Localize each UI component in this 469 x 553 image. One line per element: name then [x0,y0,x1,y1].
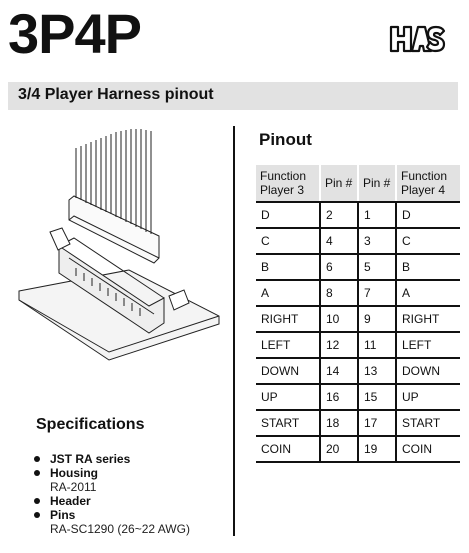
table-cell: 18 [320,410,358,436]
table-cell: 9 [358,306,396,332]
table-cell: LEFT [396,332,460,358]
table-row [256,358,460,384]
has-logo [388,22,446,56]
table-cell: RIGHT [396,306,460,332]
bullet-icon [34,470,40,476]
table-row [256,228,460,254]
table-row [256,280,460,306]
specifications-heading: Specifications [36,416,145,433]
bullet-icon [34,512,40,518]
table-cell: D [256,202,320,228]
column-header: Function Player 3 [256,165,320,202]
table-cell: 3 [358,228,396,254]
column-header: Pin # [358,165,396,202]
pinout-heading: Pinout [259,130,312,149]
table-cell: RIGHT [256,306,320,332]
table-cell: 4 [320,228,358,254]
table-cell: 11 [358,332,396,358]
spec-item: Housing [34,466,190,480]
table-cell: COIN [256,436,320,462]
table-cell: START [256,410,320,436]
table-cell: LEFT [256,332,320,358]
spec-item: JST RA series [34,452,190,466]
table-cell: 19 [358,436,396,462]
bullet-icon [34,456,40,462]
table-cell: COIN [396,436,460,462]
table-cell: C [396,228,460,254]
table-cell: DOWN [256,358,320,384]
table-row [256,202,460,228]
table-cell: 12 [320,332,358,358]
table-cell: A [256,280,320,306]
table-row [256,332,460,358]
table-row [256,410,460,436]
spec-sub: RA-SC1290 (26~22 AWG) [50,522,190,536]
column-header: Pin # [320,165,358,202]
table-cell: 20 [320,436,358,462]
column-header: Function Player 4 [396,165,460,202]
table-cell: 8 [320,280,358,306]
table-cell: DOWN [396,358,460,384]
table-cell: 6 [320,254,358,280]
table-cell: 13 [358,358,396,384]
table-cell: 16 [320,384,358,410]
table-cell: 2 [320,202,358,228]
spec-item: Header [34,494,190,508]
table-cell: UP [396,384,460,410]
section-title: 3/4 Player Harness pinout [18,86,214,103]
spec-item: Pins [34,508,190,522]
table-cell: START [396,410,460,436]
table-cell: 7 [358,280,396,306]
table-cell: 15 [358,384,396,410]
pinout-table [256,165,460,463]
pinout-rows [256,202,460,462]
table-cell: B [256,254,320,280]
bullet-icon [34,498,40,504]
table-cell: A [396,280,460,306]
table-cell: D [396,202,460,228]
table-header-row [256,165,460,202]
specifications-list [34,452,190,536]
table-cell: B [396,254,460,280]
column-divider [233,126,235,536]
table-cell: UP [256,384,320,410]
table-row [256,254,460,280]
section-band [8,82,458,110]
table-row [256,436,460,462]
table-cell: 10 [320,306,358,332]
page-title: 3P4P [8,2,141,65]
table-row [256,306,460,332]
connector-illustration [14,128,224,378]
table-row [256,384,460,410]
table-cell: 1 [358,202,396,228]
table-cell: 5 [358,254,396,280]
table-cell: C [256,228,320,254]
spec-sub: RA-2011 [50,480,97,494]
table-cell: 17 [358,410,396,436]
table-cell: 14 [320,358,358,384]
